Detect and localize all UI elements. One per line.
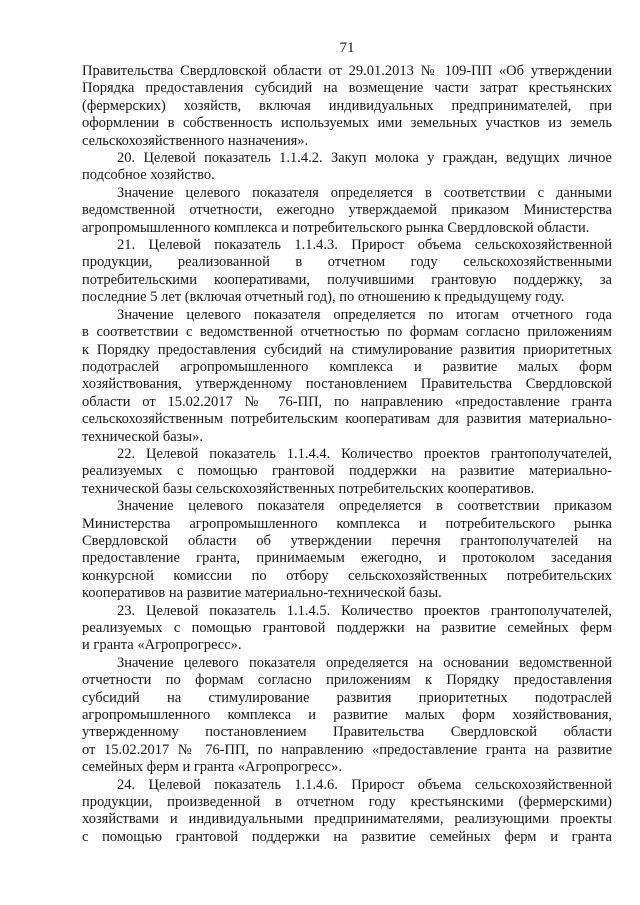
text-line: оформлении в собственность используемых ими земельных участков из земель — [82, 115, 612, 132]
text-line: подсобное хозяйство. — [82, 167, 215, 184]
text-line: Значение целевого показателя определяется на основании ведомственной — [117, 654, 612, 671]
text-line: реализуемых с помощью грантовой поддержки на развитие семейных ферм — [82, 620, 612, 636]
text-line: Министерства агропромышленного комплекса и потребительского рынка — [82, 515, 612, 532]
text-line: Правительства Свердловской области от 29.01.2013 № 109-ПП «Об утверждении — [82, 63, 612, 79]
document-body — [82, 63, 612, 846]
text-line: подотраслей агропромышленного комплекса и развитие малых форм — [82, 358, 612, 375]
indicator-22-heading — [82, 446, 612, 498]
indicator-24-heading — [82, 777, 612, 847]
text-line: семейных ферм и гранта «Агропрогресс». — [82, 759, 342, 776]
text-line: 20. Целевой показатель 1.1.4.2. Закуп молока у граждан, ведущих личное — [117, 150, 612, 167]
text-line: Свердловской области об утверждении перечня грантополучателей на — [82, 532, 612, 549]
indicator-20-heading — [82, 150, 612, 185]
text-line: продукции, реализованной в отчетном году сельскохозяйственными — [82, 254, 612, 271]
text-line: к Порядку предоставления субсидий на стимулирование развития приоритетных — [82, 341, 612, 358]
text-line: 24. Целевой показатель 1.1.4.6. Прирост объема сельскохозяйственной — [117, 776, 612, 793]
text-line: субсидий на стимулирование развития приоритетных подотраслей — [82, 689, 612, 706]
indicator-20-description — [82, 185, 612, 237]
text-line: с помощью грантовой поддержки на развитие семейных ферм и гранта — [82, 828, 612, 845]
text-line: Значение целевого показателя определяется в соответствии с данными — [117, 184, 612, 201]
text-line: ведомственной отчетности, ежегодно утверждаемой приказом Министерства — [82, 202, 612, 219]
text-line: технической базы сельскохозяйственных потребительских кооперативов. — [82, 480, 535, 497]
indicator-21-description — [82, 307, 612, 446]
text-line: потребительскими кооперативами, получившими грантовую поддержку, за — [82, 271, 612, 288]
indicator-22-description — [82, 498, 612, 602]
text-line: и гранта «Агропрогресс». — [82, 637, 242, 654]
text-line: сельскохозяйственным потребительским кооперативам для развития материально- — [82, 411, 612, 428]
text-line: хозяйствами и индивидуальными предпринимателями, реализующими проекты — [82, 811, 612, 828]
text-line: конкурсной комиссии по отбору сельскохозяйственных потребительских — [82, 567, 612, 584]
indicator-21-heading — [82, 237, 612, 307]
text-line: продукции, произведенной в отчетном году крестьянскими (фермерскими) — [82, 794, 612, 811]
text-line: (фермерских) хозяйств, включая индивидуальных предпринимателей, при — [82, 97, 612, 114]
text-line: технической базы». — [82, 428, 203, 445]
text-line: Порядка предоставления субсидий на возмещение части затрат крестьянских — [82, 80, 612, 97]
text-line: утвержденному постановлением Правительства Свердловской области — [82, 724, 612, 741]
text-line: агропромышленного комплекса и потребительского рынка Свердловской области. — [82, 219, 590, 236]
text-line: реализуемых с помощью грантовой поддержки на развитие материально- — [82, 463, 612, 480]
indicator-23-description — [82, 655, 612, 777]
text-line: в соответствии с ведомственной отчетностью по формам согласно приложениям — [82, 324, 612, 341]
text-line: агропромышленного комплекса и развитие малых форм хозяйствования, — [82, 707, 612, 724]
text-line: от 15.02.2017 № 76-ПП, по направлению «предоставление гранта на развитие — [82, 741, 612, 758]
indicator-23-heading — [82, 603, 612, 655]
text-line: 23. Целевой показатель 1.1.4.5. Количество проектов грантополучателей, — [117, 602, 612, 619]
text-line: Значение целевого показателя определяется по итогам отчетного года — [117, 306, 612, 323]
text-line: отчетности по формам согласно приложениям к Порядку предоставления — [82, 672, 612, 689]
text-line: 21. Целевой показатель 1.1.4.3. Прирост объема сельскохозяйственной — [117, 237, 612, 254]
text-line: области от 15.02.2017 № 76-ПП, по направлению «предоставление гранта — [82, 393, 612, 410]
text-line: 22. Целевой показатель 1.1.4.4. Количество проектов грантополучателей, — [117, 445, 612, 462]
text-line: хозяйствования, утвержденному постановлением Правительства Свердловской — [82, 376, 612, 393]
text-line: предоставление гранта, принимаемым ежегодно, и протоколом заседания — [82, 550, 612, 567]
text-line: последние 5 лет (включая отчетный год), по отношению к предыдущему году. — [82, 289, 565, 306]
page-number: 71 — [339, 40, 355, 56]
text-line: Значение целевого показателя определяется в соответствии приказом — [117, 498, 612, 515]
text-line: кооперативов на развитие материально-технической базы. — [82, 585, 442, 602]
text-line: сельскохозяйственного назначения». — [82, 132, 309, 149]
paragraph-continuation — [82, 63, 612, 150]
